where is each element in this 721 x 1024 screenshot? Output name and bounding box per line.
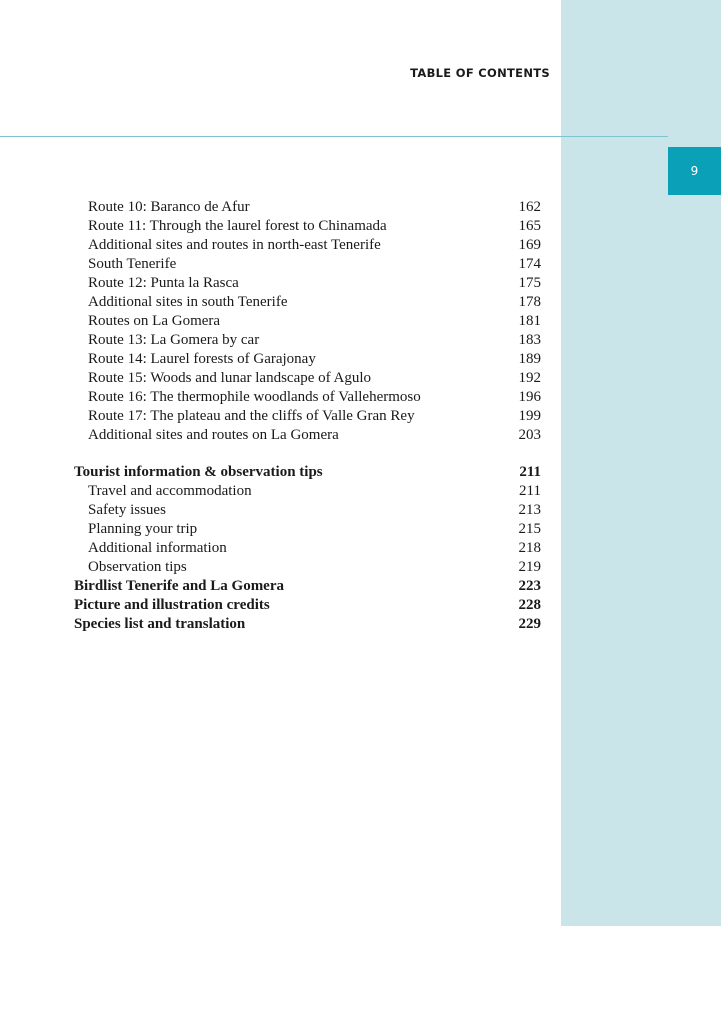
toc-entry-page: 165 [518,218,541,234]
toc-entry [74,217,541,236]
toc-entry-page: 213 [518,502,541,518]
toc-chapter [74,463,541,482]
toc-entry-title: Route 16: The thermophile woodlands of Vallehermoso [88,389,421,405]
page-number-tab [668,147,721,195]
toc-entry [74,407,541,426]
toc-entry-title: Route 11: Through the laurel forest to Chinamada [88,218,387,234]
toc-entry-page: 175 [518,275,541,291]
toc-entry-title: Additional sites and routes in north-east Tenerife [88,237,381,253]
toc-chapter-page: 211 [519,464,541,480]
toc-entry-page: 169 [518,237,541,253]
toc-chapter-title: Birdlist Tenerife and La Gomera [74,578,284,594]
toc-entry-title: Route 12: Punta la Rasca [88,275,239,291]
running-title: TABLE OF CONTENTS [410,66,550,80]
toc-entry-page: 189 [518,351,541,367]
toc-entry [74,350,541,369]
toc-chapter-title: Picture and illustration credits [74,597,270,613]
side-color-band [561,0,721,926]
toc-entry-title: Observation tips [88,559,187,575]
table-of-contents [74,198,541,634]
toc-entry-title: Route 13: La Gomera by car [88,332,260,348]
toc-entry-title: Route 14: Laurel forests of Garajonay [88,351,316,367]
toc-entry-title: Additional sites in south Tenerife [88,294,288,310]
toc-entry-page: 218 [518,540,541,556]
toc-entry-title: Safety issues [88,502,166,518]
toc-entry-page: 211 [519,483,541,499]
toc-entry [74,558,541,577]
toc-entry [74,520,541,539]
toc-entry-page: 181 [518,313,541,329]
toc-entry-page: 215 [518,521,541,537]
toc-chapter-page: 228 [518,597,541,613]
toc-chapter-title: Species list and translation [74,616,246,632]
toc-entry [74,236,541,255]
toc-entry-title: Travel and accommodation [88,483,252,499]
toc-entry-page: 162 [518,199,541,215]
toc-entry [74,331,541,350]
toc-entry [74,426,541,445]
toc-entry [74,501,541,520]
toc-entry [74,274,541,293]
header-rule [0,136,668,137]
toc-entry [74,539,541,558]
toc-entry-page: 196 [518,389,541,405]
toc-entry-page: 219 [518,559,541,575]
toc-chapter-title: Tourist information & observation tips [74,464,323,480]
toc-entry-title: Planning your trip [88,521,198,537]
toc-entry-title: Additional sites and routes on La Gomera [88,427,339,443]
toc-entry-title: Routes on La Gomera [88,313,221,329]
toc-entry-page: 183 [518,332,541,348]
toc-chapter [74,615,541,634]
toc-entry-title: South Tenerife [88,256,177,272]
toc-entry-title: Route 17: The plateau and the cliffs of Valle Gran Rey [88,408,415,424]
toc-entry [74,293,541,312]
toc-entry-title: Additional information [88,540,227,556]
toc-entry-page: 192 [518,370,541,386]
toc-entry-title: Route 15: Woods and lunar landscape of Agulo [88,370,372,386]
toc-entry-page: 203 [518,427,541,443]
toc-entry [74,482,541,501]
toc-chapter [74,596,541,615]
toc-entry [74,388,541,407]
toc-chapter-page: 229 [518,616,541,632]
toc-chapter [74,577,541,596]
toc-entry-page: 174 [518,256,541,272]
toc-entry [74,369,541,388]
toc-chapter-page: 223 [518,578,541,594]
toc-entry-title: Route 10: Baranco de Afur [88,199,250,215]
toc-entry [74,255,541,274]
toc-entry-page: 199 [518,408,541,424]
toc-entry-page: 178 [518,294,541,310]
toc-entry [74,198,541,217]
page-number: 9 [690,164,699,178]
toc-entry [74,312,541,331]
